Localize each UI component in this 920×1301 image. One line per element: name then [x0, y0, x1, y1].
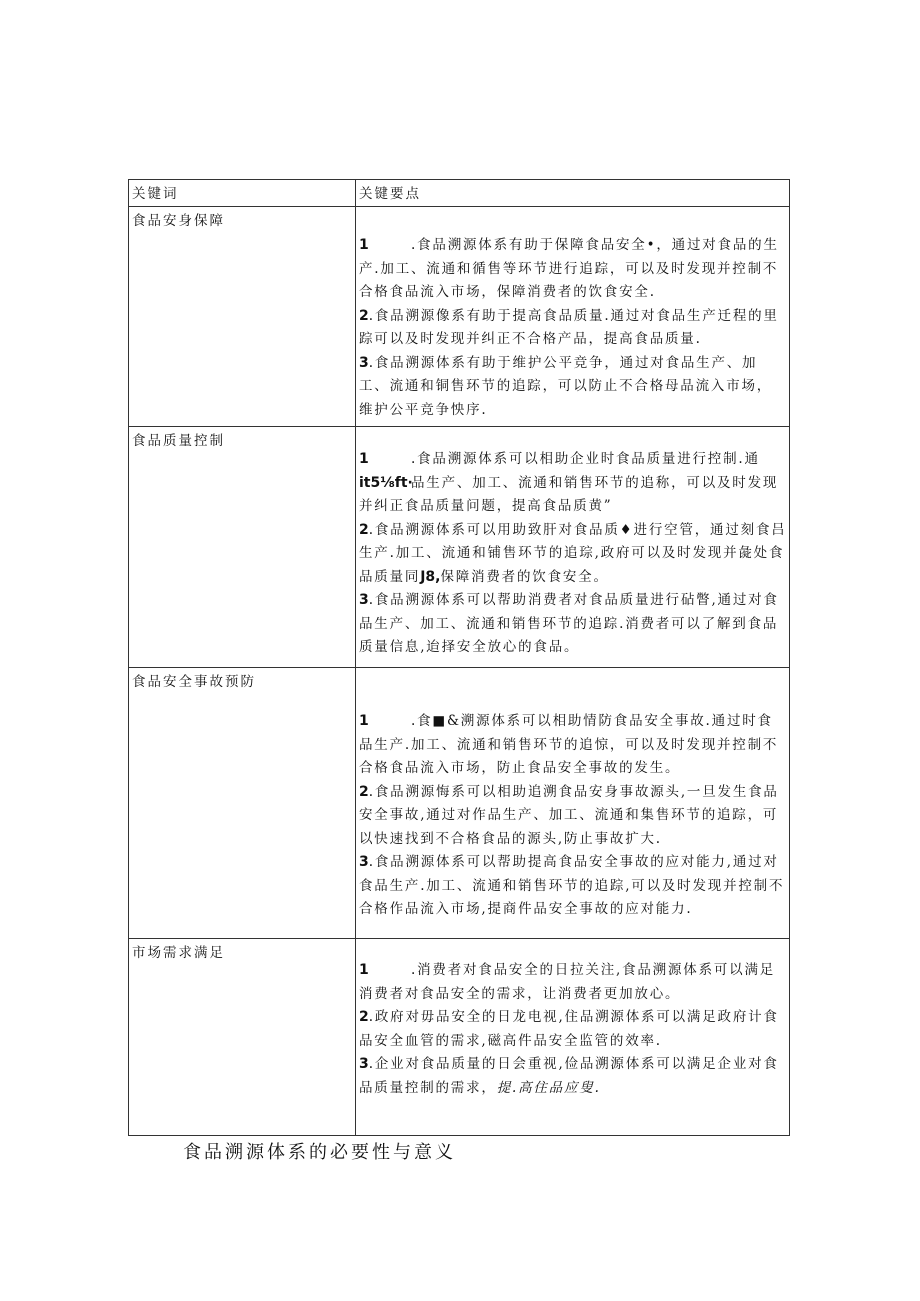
point-item: 1 .食■&溯源体系可以相助情防食品安全事故.通过时食品生产.加工、流通和销售环节的追惊，可以及时发现并控制不合格食品流入市场，防止食品安全事故的发生。 [359, 713, 779, 776]
table-row [129, 939, 790, 1136]
point-item: 3.企业对食品质量的日会重视,俭品溯源体系可以满足企业对食品质量控制的需求，提.高住品应叟. [359, 1056, 779, 1096]
table-row [129, 427, 790, 668]
point-item: 1 .食品溯源体系有助于保障食品安全•，通过对食品的生产.加工、流通和循售等环节进行追踪，可以及时发现并控制不合格食品流入市场，保障消费者的饮食安全. [359, 237, 779, 300]
points-cell [356, 427, 790, 668]
key-points-table [128, 179, 790, 1136]
points-cell [356, 207, 790, 427]
keyword-cell: 食品安全事故预防 [129, 668, 356, 939]
points-cell [356, 939, 790, 1136]
keyword-cell: 食品安身保障 [129, 207, 356, 427]
table-header-row [129, 180, 790, 207]
point-item: 3.食品溯源体系可以帮助提高食品安全事故的应对能力,通过对食品生产.加工、流通和销售环节的追踪,可以及时发现并控制不合格作品流入市场,提商件品安全事故的应对能力. [359, 854, 785, 917]
point-item: 2.食品溯源体系可以用助致肝对食品质♦进行空管，通过刻食吕生产.加工、流通和铺售环节的追琮,政府可以及时发现并彘处食品质量同J8,保障消费者的饮食安全。 [359, 521, 787, 585]
point-item: 1 .食品溯源体系可以相助企业时食品质量进行控制.通it5⅛ft·品生产、加工、流通和销售环节的追称，可以及时发现并纠正食品质量问题，提高食品质黄” [359, 451, 779, 514]
table-row [129, 668, 790, 939]
point-item: 3.食品溯源体系有助于维护公平竞争，通过对食品生产、加工、流通和铜售环节的追踪，可以防止不合格母品流入市场，维护公平竞争怏序. [359, 354, 773, 418]
header-keyword: 关键词 [129, 180, 356, 207]
keyword-cell: 食品质量控制 [129, 427, 356, 668]
keyword-cell: 市场需求满足 [129, 939, 356, 1136]
point-item: 3.食品溯源体系可以帮助消费者对食品质量进行砧瞥,通过对食品生产、加工、流通和销售环节的追踪.消费者可以了解到食品质量信息,迨择安全放心的食品。 [359, 592, 779, 655]
table-row [129, 207, 790, 427]
point-item: 2.食品溯源悔系可以相助追溯食品安身事故源头,一旦发生食品安全事故,通过对作品生产、加工、流通和集售环节的追踪，可以快速找到不合格食品的源头,防止事故扩大. [359, 783, 779, 847]
point-item: 2.政府对毋品安全的日龙电视,住品溯源体系可以满足政府计食品安全血管的需求,磁高件品安全监管的效率. [359, 1009, 779, 1049]
points-cell [356, 668, 790, 939]
point-item: 2.食品溯源像系有助于提高食品质量.通过对食品生产迁程的里踪可以及时发现并纠正不合格产品，提高食品质量. [359, 307, 779, 347]
section-title: 食品溯源体系的必要性与意义 [183, 1142, 456, 1163]
header-key-points: 关键要点 [356, 180, 790, 207]
point-item: 1 .消费者对食品安全的日拉关注,食品溯源体系可以满足消费者对食品安全的需求，让消费者更加放心。 [359, 962, 776, 1002]
